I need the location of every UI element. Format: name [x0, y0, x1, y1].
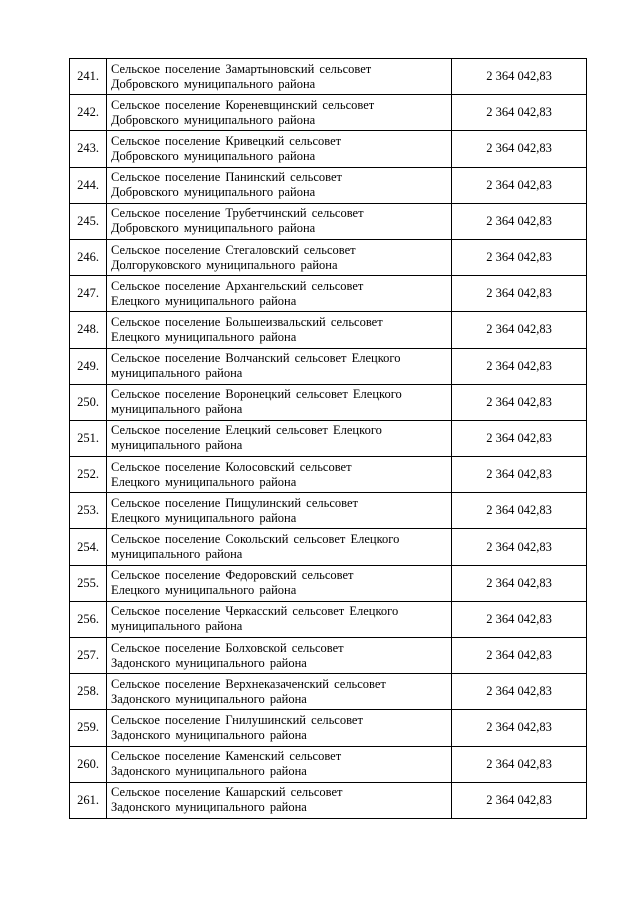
settlement-name-line-2: муниципального района	[111, 402, 243, 417]
table-row	[70, 95, 587, 131]
settlement-name-line-2: Задонского муниципального района	[111, 800, 307, 815]
settlement-name-line-2: муниципального района	[111, 619, 243, 634]
settlement-name	[107, 239, 452, 275]
amount-cell: 2 364 042,83	[452, 782, 587, 818]
row-number: 254.	[70, 529, 107, 565]
settlement-name	[107, 529, 452, 565]
row-number: 248.	[70, 312, 107, 348]
amount-cell: 2 364 042,83	[452, 420, 587, 456]
amount-cell: 2 364 042,83	[452, 565, 587, 601]
amount-cell: 2 364 042,83	[452, 95, 587, 131]
allocation-table	[69, 58, 587, 819]
table-row	[70, 601, 587, 637]
table-row	[70, 638, 587, 674]
settlement-name-line-2: муниципального района	[111, 366, 243, 381]
settlement-name-line-1: Сельское поселение Воронецкий сельсовет Елецкого	[111, 387, 402, 402]
amount-cell: 2 364 042,83	[452, 529, 587, 565]
settlement-name-line-1: Сельское поселение Кашарский сельсовет	[111, 785, 343, 800]
amount-cell: 2 364 042,83	[452, 203, 587, 239]
settlement-name	[107, 384, 452, 420]
settlement-name-line-1: Сельское поселение Болховской сельсовет	[111, 640, 344, 655]
amount-cell: 2 364 042,83	[452, 457, 587, 493]
settlement-name-line-2: Елецкого муниципального района	[111, 329, 297, 344]
table-row	[70, 59, 587, 95]
settlement-name-line-1: Сельское поселение Черкасский сельсовет Елецкого	[111, 604, 399, 619]
amount-cell: 2 364 042,83	[452, 59, 587, 95]
table-row	[70, 384, 587, 420]
settlement-name-line-2: Задонского муниципального района	[111, 764, 307, 779]
settlement-name-line-1: Сельское поселение Сокольский сельсовет Елецкого	[111, 532, 400, 547]
row-number: 242.	[70, 95, 107, 131]
row-number: 260.	[70, 746, 107, 782]
table-row	[70, 420, 587, 456]
settlement-name	[107, 638, 452, 674]
settlement-name-line-2: Елецкого муниципального района	[111, 510, 297, 525]
amount-cell: 2 364 042,83	[452, 348, 587, 384]
table-body	[70, 59, 587, 819]
row-number: 256.	[70, 601, 107, 637]
settlement-name	[107, 782, 452, 818]
row-number: 257.	[70, 638, 107, 674]
settlement-name-line-2: Добровского муниципального района	[111, 148, 316, 163]
settlement-name	[107, 203, 452, 239]
settlement-name-line-2: Добровского муниципального района	[111, 76, 316, 91]
row-number: 258.	[70, 674, 107, 710]
table-row	[70, 239, 587, 275]
settlement-name-line-2: Долгоруковского муниципального района	[111, 257, 338, 272]
settlement-name-line-1: Сельское поселение Кореневщинский сельсовет	[111, 97, 375, 112]
settlement-name-line-1: Сельское поселение Панинский сельсовет	[111, 170, 342, 185]
table-row	[70, 565, 587, 601]
row-number: 250.	[70, 384, 107, 420]
settlement-name	[107, 95, 452, 131]
table-row	[70, 276, 587, 312]
amount-cell: 2 364 042,83	[452, 674, 587, 710]
settlement-name-line-2: Елецкого муниципального района	[111, 474, 297, 489]
table-row	[70, 746, 587, 782]
settlement-name	[107, 276, 452, 312]
table-row	[70, 529, 587, 565]
settlement-name-line-2: муниципального района	[111, 438, 243, 453]
settlement-name	[107, 601, 452, 637]
settlement-name-line-2: Задонского муниципального района	[111, 727, 307, 742]
settlement-name-line-1: Сельское поселение Гнилушинский сельсовет	[111, 712, 363, 727]
settlement-name	[107, 59, 452, 95]
row-number: 241.	[70, 59, 107, 95]
table-row	[70, 493, 587, 529]
settlement-name-line-2: Елецкого муниципального района	[111, 583, 297, 598]
settlement-name-line-2: Задонского муниципального района	[111, 655, 307, 670]
table-row	[70, 710, 587, 746]
row-number: 243.	[70, 131, 107, 167]
settlement-name-line-1: Сельское поселение Волчанский сельсовет Елецкого	[111, 351, 401, 366]
settlement-name-line-1: Сельское поселение Каменский сельсовет	[111, 749, 342, 764]
settlement-name	[107, 493, 452, 529]
settlement-name-line-1: Сельское поселение Пищулинский сельсовет	[111, 495, 358, 510]
table-row	[70, 203, 587, 239]
settlement-name-line-1: Сельское поселение Замартыновский сельсовет	[111, 61, 372, 76]
settlement-name	[107, 131, 452, 167]
table-row	[70, 782, 587, 818]
table-row	[70, 674, 587, 710]
table-row	[70, 312, 587, 348]
settlement-name-line-1: Сельское поселение Кривецкий сельсовет	[111, 133, 342, 148]
row-number: 255.	[70, 565, 107, 601]
amount-cell: 2 364 042,83	[452, 131, 587, 167]
table-row	[70, 167, 587, 203]
settlement-name	[107, 457, 452, 493]
row-number: 259.	[70, 710, 107, 746]
amount-cell: 2 364 042,83	[452, 638, 587, 674]
settlement-name-line-2: Добровского муниципального района	[111, 221, 316, 236]
settlement-name	[107, 167, 452, 203]
amount-cell: 2 364 042,83	[452, 384, 587, 420]
settlement-name-line-2: муниципального района	[111, 547, 243, 562]
amount-cell: 2 364 042,83	[452, 746, 587, 782]
amount-cell: 2 364 042,83	[452, 167, 587, 203]
settlement-name	[107, 674, 452, 710]
settlement-name-line-2: Елецкого муниципального района	[111, 293, 297, 308]
row-number: 246.	[70, 239, 107, 275]
settlement-name	[107, 565, 452, 601]
settlement-name	[107, 312, 452, 348]
settlement-name-line-1: Сельское поселение Стегаловский сельсовет	[111, 242, 356, 257]
settlement-name	[107, 348, 452, 384]
settlement-name-line-1: Сельское поселение Федоровский сельсовет	[111, 568, 354, 583]
settlement-name-line-2: Добровского муниципального района	[111, 185, 316, 200]
amount-cell: 2 364 042,83	[452, 710, 587, 746]
row-number: 251.	[70, 420, 107, 456]
amount-cell: 2 364 042,83	[452, 276, 587, 312]
table-row	[70, 457, 587, 493]
settlement-name-line-1: Сельское поселение Архангельский сельсовет	[111, 278, 364, 293]
row-number: 253.	[70, 493, 107, 529]
settlement-name-line-1: Сельское поселение Трубетчинский сельсовет	[111, 206, 364, 221]
amount-cell: 2 364 042,83	[452, 239, 587, 275]
settlement-name	[107, 746, 452, 782]
settlement-name-line-2: Добровского муниципального района	[111, 112, 316, 127]
settlement-name-line-2: Задонского муниципального района	[111, 691, 307, 706]
settlement-name-line-1: Сельское поселение Верхнеказаченский сельсовет	[111, 676, 386, 691]
table-row	[70, 348, 587, 384]
amount-cell: 2 364 042,83	[452, 601, 587, 637]
amount-cell: 2 364 042,83	[452, 493, 587, 529]
settlement-name	[107, 710, 452, 746]
settlement-name-line-1: Сельское поселение Елецкий сельсовет Елецкого	[111, 423, 382, 438]
amount-cell: 2 364 042,83	[452, 312, 587, 348]
row-number: 245.	[70, 203, 107, 239]
row-number: 261.	[70, 782, 107, 818]
row-number: 249.	[70, 348, 107, 384]
row-number: 252.	[70, 457, 107, 493]
settlement-name-line-1: Сельское поселение Колосовский сельсовет	[111, 459, 352, 474]
row-number: 244.	[70, 167, 107, 203]
table-row	[70, 131, 587, 167]
settlement-name-line-1: Сельское поселение Большеизвальский сельсовет	[111, 314, 383, 329]
settlement-name	[107, 420, 452, 456]
row-number: 247.	[70, 276, 107, 312]
